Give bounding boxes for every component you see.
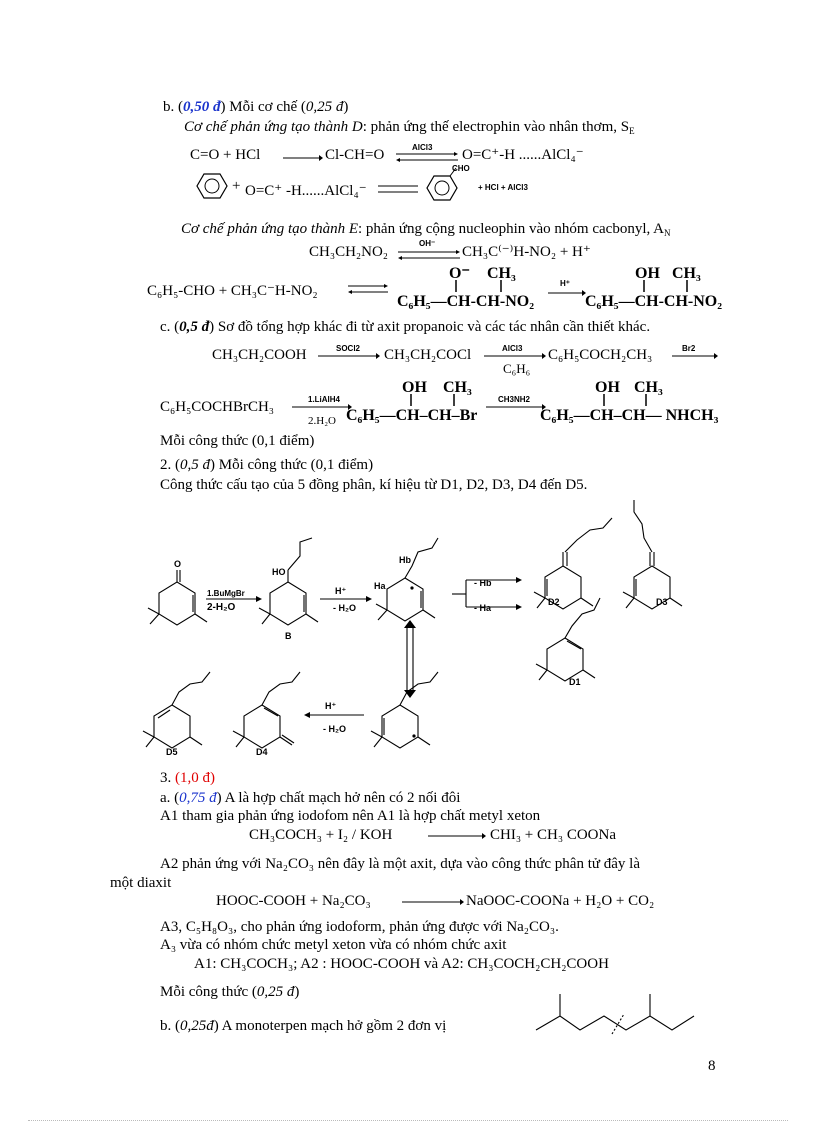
scheme-o: O [174, 559, 182, 569]
scheme-d3: D3 [656, 597, 668, 607]
scheme-ha: Ha [374, 581, 386, 591]
eq1-left: C=O + HCl [190, 147, 261, 163]
scheme-d4: D4 [256, 747, 268, 757]
eq4-ch3b: CH₃ [672, 265, 701, 282]
eq8-right: NaOOC-COONa + H₂O + CO₂ [466, 893, 655, 909]
scheme-minus-hb: - Hb [474, 578, 492, 588]
eq7-left: CH₃COCH₃ + I₂ / KOH [249, 827, 393, 843]
a2-line1: A2 phản ứng với Na₂CO₃ nên đây là một axit, dựa vào công thức phân tử đây là [160, 856, 640, 872]
eq5-b: CH₃CH₂COCl [384, 347, 472, 363]
scheme-h2: H⁺ [325, 701, 337, 711]
eq5-c: C₆H₅COCH₂CH₃ [548, 347, 653, 363]
c-heading: c. (0,5 đ) Sơ đồ tổng hợp khác đi từ axit propanoic và các tác nhân cần thiết khác. [160, 319, 651, 335]
scheme-hb: Hb [399, 555, 411, 565]
eq2-left: O=C⁺ -H......AlCl₄⁻ [245, 183, 367, 199]
scheme-b: B [285, 631, 292, 641]
eq4-o-minus: O⁻ [449, 265, 470, 282]
eq3-catalyst: OH⁻ [419, 239, 436, 248]
eq6-chain2: C₆H₅—CH–CH— NHCH₃ [540, 407, 719, 424]
eq6-oh2: OH [595, 379, 620, 396]
eq6-cat1b: 2.H₂O [308, 415, 336, 427]
eq7-right: CHI₃ + CH₃ COONa [490, 827, 616, 843]
eq1-mid: Cl-CH=O [325, 147, 385, 163]
a3-line1: A3, C₅H₈O₃, cho phản ứng iodoform, phản ứng được với Na₂CO₃. [160, 919, 559, 935]
mechanism-e-line: Cơ chế phản ứng tạo thành E: phản ứng cộng nucleophin vào nhóm cacbonyl, $A_N$ [181, 221, 671, 238]
eq4-oh: OH [635, 265, 660, 282]
eq4-chain2: C₆H₅—CH-CH-NO₂ [585, 293, 723, 310]
eq6-ch31: CH₃ [443, 379, 472, 396]
scheme-minus-ha: - Ha [474, 603, 492, 613]
eq1-right: O=C⁺-H ......AlCl₄⁻ [462, 147, 584, 163]
eq4-ch3: CH₃ [487, 265, 516, 282]
eq6-cat1: 1.LiAlH4 [308, 395, 341, 404]
note-formula-1: Mỗi công thức (0,1 điểm) [160, 433, 315, 449]
eq2-cho: CHO [452, 164, 470, 173]
eq3-right: CH₃C⁽⁻⁾H-NO₂ + H⁺ [462, 244, 591, 260]
eq5-cat1: SOCl2 [336, 344, 361, 353]
q3-heading: 3. (1,0 đ) [160, 770, 215, 786]
q2-heading: 2. (0,5 đ) Mỗi công thức (0,1 điểm) [160, 457, 374, 473]
eq5-a: CH₃CH₂COOH [212, 347, 307, 363]
eq4-left: C₆H₅-CHO + CH₃C⁻H-NO₂ [147, 283, 318, 299]
scheme-reagent2: 2-H₂O [207, 602, 236, 613]
page-number: 8 [708, 1058, 716, 1074]
q3a-heading: a. (0,75 đ) A là hợp chất mạch hở nên có 2 nối đôi [160, 790, 461, 806]
eq6-oh1: OH [402, 379, 427, 396]
answers-line: A1: CH₃COCH₃; A2 : HOOC-COOH và A2: CH₃COCH₂CH₂COOH [194, 956, 609, 972]
eq1-catalyst: AlCl3 [412, 143, 433, 152]
eq5-cat2: AlCl3 [502, 344, 523, 353]
b-heading: b. (0,50 đ) Mỗi cơ chế (0,25 đ) [163, 99, 349, 115]
eq2-right: + HCl + AlCl3 [478, 183, 528, 192]
scheme-h1: H⁺ [335, 586, 347, 596]
eq3-left: CH₃CH₂NO₂ [309, 244, 389, 260]
eq6-a: C₆H₅COCHBrCH₃ [160, 399, 275, 415]
a1-line: A1 tham gia phản ứng iodofom nên A1 là hợp chất metyl xeton [160, 808, 541, 824]
scheme-h2o1: - H₂O [333, 603, 356, 613]
scheme-d1: D1 [569, 677, 581, 687]
eq7-arrow [428, 833, 486, 839]
eq5-cat2b: C₆H₆ [503, 361, 531, 376]
eq2-plus: + [232, 178, 241, 194]
mechanism-d-line: Cơ chế phản ứng tạo thành D: phản ứng thế electrophin vào nhân thơm, $S_E$ [184, 119, 635, 136]
eq8-arrow [402, 899, 464, 905]
scheme-h2o2: - H₂O [323, 724, 346, 734]
eq5-cat3: Br2 [682, 344, 696, 353]
eq4-chain1: C₆H₅—CH-CH-NO₂ [397, 293, 535, 310]
q2-description: Công thức cấu tạo của 5 đồng phân, kí hiệu từ D1, D2, D3, D4 đến D5. [160, 477, 588, 493]
eq8-left: HOOC-COOH + Na₂CO₃ [216, 893, 371, 909]
footer-divider [28, 1120, 788, 1121]
scheme-ho: HO [272, 567, 286, 577]
a3-line2: A₃ vừa có nhóm chức metyl xeton vừa có nhóm chức axit [160, 937, 507, 953]
q3b-heading: b. (0,25đ) A monoterpen mạch hở gồm 2 đơn vị [160, 1018, 447, 1034]
a2-line2: một diaxit [110, 875, 172, 891]
eq6-chain1: C₆H₅—CH–CH–Br [346, 407, 478, 424]
eq6-cat2: CH3NH2 [498, 395, 531, 404]
scheme-d5: D5 [166, 747, 178, 757]
eq6-ch32: CH₃ [634, 379, 663, 396]
note-formula-2: Mỗi công thức (0,25 đ) [160, 984, 300, 1000]
scheme-reagent1: 1.BuMgBr [207, 589, 245, 598]
scheme-d2: D2 [548, 597, 560, 607]
eq4-catalyst: H⁺ [560, 279, 570, 288]
